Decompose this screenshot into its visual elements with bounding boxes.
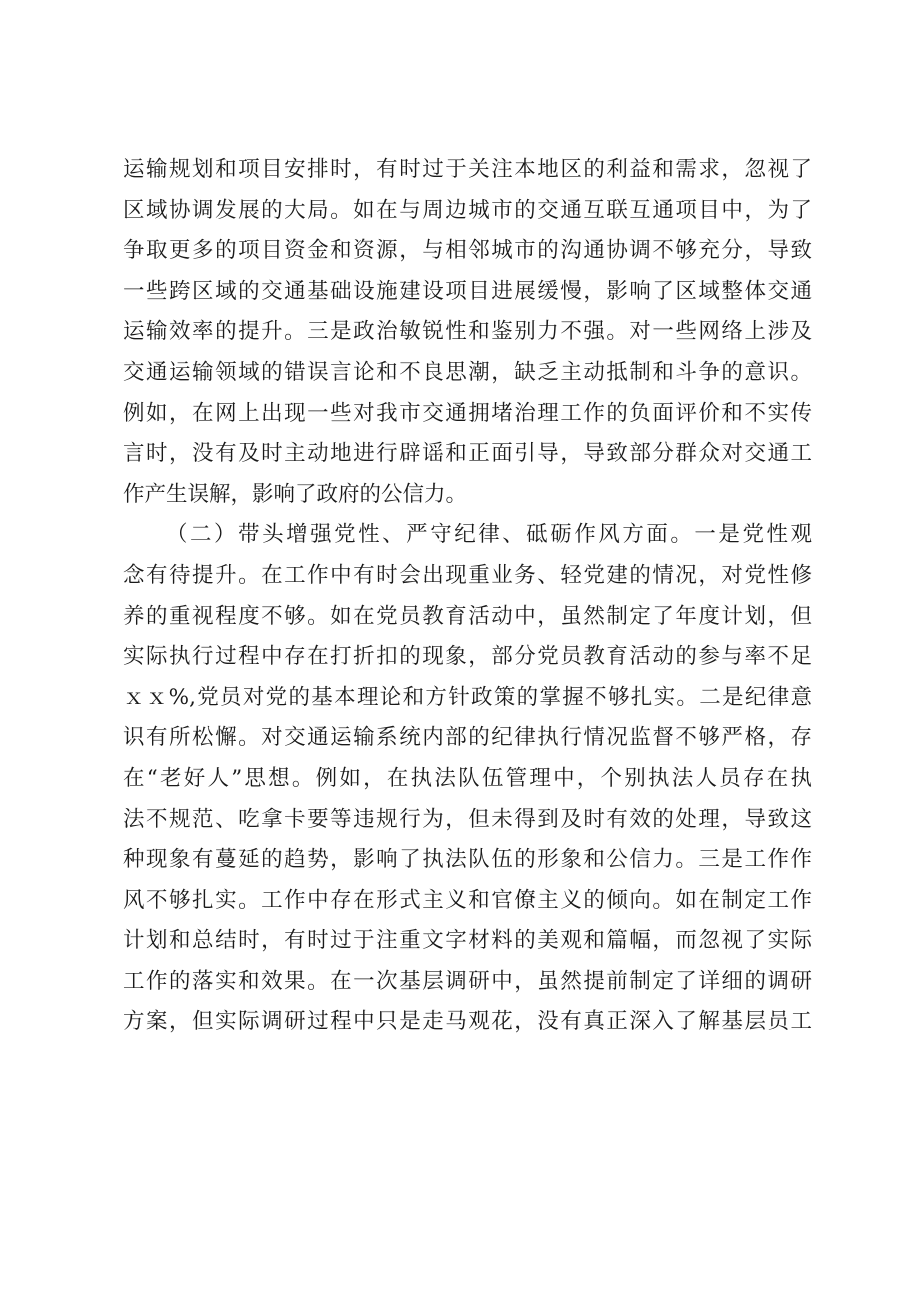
text-line: 计划和总结时，有时过于注重文字材料的美观和篇幅，而忽视了实际: [123, 928, 812, 954]
text-line: 争取更多的项目资金和资源，与相邻城市的沟通协调不够充分，导致: [123, 238, 812, 264]
text-line: 识有所松懈。对交通运输系统内部的纪律执行情况监督不够严格，存: [123, 725, 812, 751]
text-line: 在“老好人”思想。例如，在执法队伍管理中，个别执法人员存在执: [123, 765, 812, 791]
section-heading-line: （二）带头增强党性、严守纪律、砥砺作风方面。一是党性观: [166, 522, 812, 548]
text-line: 方案，但实际调研过程中只是走马观花，没有真正深入了解基层员工: [123, 1009, 812, 1035]
text-line: 风不够扎实。工作中存在形式主义和官僚主义的倾向。如在制定工作: [123, 887, 812, 913]
text-line: 养的重视程度不够。如在党员教育活动中，虽然制定了年度计划，但: [123, 603, 812, 629]
text-line: 种现象有蔓延的趋势，影响了执法队伍的形象和公信力。三是工作作: [123, 847, 812, 873]
text-line: 运输效率的提升。三是政治敏锐性和鉴别力不强。对一些网络上涉及: [123, 319, 812, 345]
text-line: 工作的落实和效果。在一次基层调研中，虽然提前制定了详细的调研: [123, 968, 812, 994]
text-line: 运输规划和项目安排时，有时过于关注本地区的利益和需求，忽视了: [123, 157, 812, 182]
text-line: 作产生误解，影响了政府的公信力。: [123, 481, 468, 507]
text-line: 言时，没有及时主动地进行辟谣和正面引导，导致部分群众对交通工: [123, 441, 812, 467]
text-line: 法不规范、吃拿卡要等违规行为，但未得到及时有效的处理，导致这: [123, 806, 812, 832]
text-line: 念有待提升。在工作中有时会出现重业务、轻党建的情况，对党性修: [123, 562, 812, 588]
text-line: 区域协调发展的大局。如在与周边城市的交通互联互通项目中，为了: [123, 197, 812, 223]
text-line: ｘｘ%,党员对党的基本理论和方针政策的掌握不够扎实。二是纪律意: [123, 684, 812, 710]
text-line: 交通运输领域的错误言论和不良思潮，缺乏主动抵制和斗争的意识。: [123, 359, 812, 385]
text-line: 一些跨区域的交通基础设施建设项目进展缓慢，影响了区域整体交通: [123, 278, 812, 304]
body-text: [123, 150, 812, 1043]
text-line: 实际执行过程中存在打折扣的现象，部分党员教育活动的参与率不足: [123, 644, 812, 670]
text-line: 例如，在网上出现一些对我市交通拥堵治理工作的负面评价和不实传: [123, 400, 812, 426]
